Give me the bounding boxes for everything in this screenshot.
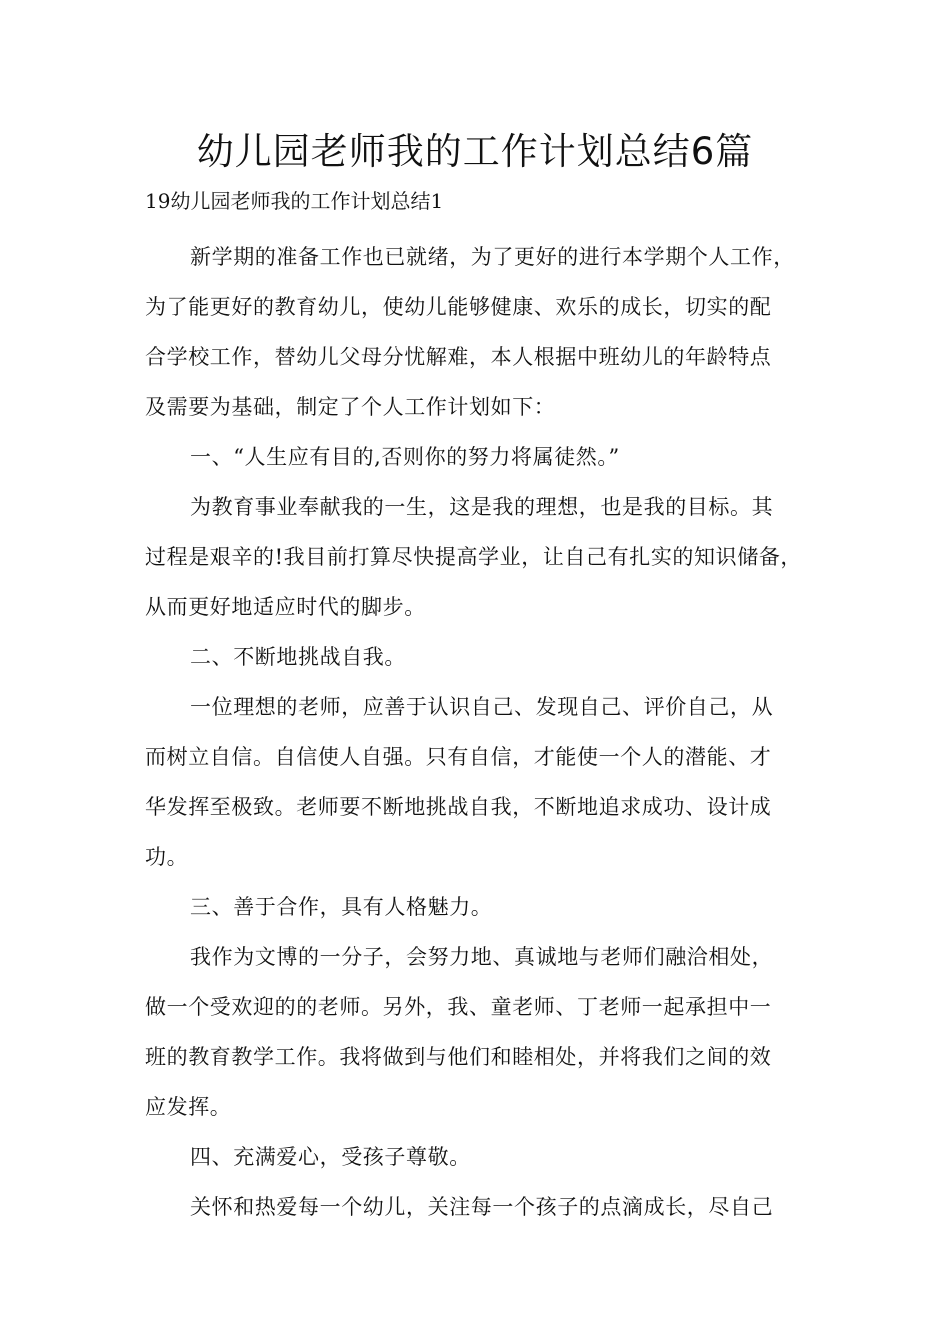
section-heading <box>145 882 830 932</box>
paragraph <box>145 682 830 882</box>
text-line: 从而更好地适应时代的脚步。 <box>145 595 426 619</box>
text-line: 为了能更好的教育幼儿，使幼儿能够健康、欢乐的成长，切实的配 <box>145 295 772 319</box>
document-body <box>145 232 830 1232</box>
text-line: 关怀和热爱每一个幼儿，关注每一个孩子的点滴成长，尽自己 <box>190 1195 774 1219</box>
document-title: 幼儿园老师我的工作计划总结6篇 <box>196 130 754 173</box>
text-line: 功。 <box>145 845 189 869</box>
text-line: 班的教育教学工作。我将做到与他们和睦相处，并将我们之间的效 <box>145 1045 772 1069</box>
section-heading <box>145 632 830 682</box>
section-heading <box>145 1132 830 1182</box>
text-line: 一、“人生应有目的,否则你的努力将属徒然。” <box>190 445 620 469</box>
text-line: 及需要为基础，制定了个人工作计划如下： <box>145 395 556 419</box>
text-line: 三、善于合作，具有人格魅力。 <box>190 895 493 919</box>
paragraph <box>145 232 830 432</box>
text-line: 二、不断地挑战自我。 <box>190 645 406 669</box>
paragraph <box>145 932 830 1132</box>
text-line: 过程是艰辛的!我目前打算尽快提高学业，让自己有扎实的知识储备， <box>145 545 803 569</box>
text-line: 一位理想的老师，应善于认识自己、发现自己、评价自己，从 <box>190 695 774 719</box>
text-line: 四、充满爱心，受孩子尊敬。 <box>190 1145 471 1169</box>
text-line: 而树立自信。自信使人自强。只有自信，才能使一个人的潜能、才 <box>145 745 772 769</box>
section-heading <box>145 432 830 482</box>
text-line: 合学校工作，替幼儿父母分忧解难，本人根据中班幼儿的年龄特点 <box>145 345 772 369</box>
text-line: 华发挥至极致。老师要不断地挑战自我，不断地追求成功、设计成 <box>145 795 772 819</box>
paragraph <box>145 1182 830 1232</box>
text-line: 新学期的准备工作也已就绪，为了更好的进行本学期个人工作， <box>190 245 795 269</box>
text-line: 为教育事业奉献我的一生，这是我的理想，也是我的目标。其 <box>190 495 774 519</box>
text-line: 做一个受欢迎的的老师。另外，我、童老师、丁老师一起承担中一 <box>145 995 772 1019</box>
paragraph <box>145 482 830 632</box>
document-subtitle: 19幼儿园老师我的工作计划总结1 <box>145 189 444 213</box>
text-line: 我作为文博的一分子，会努力地、真诚地与老师们融洽相处， <box>190 945 774 969</box>
text-line: 应发挥。 <box>145 1095 232 1119</box>
